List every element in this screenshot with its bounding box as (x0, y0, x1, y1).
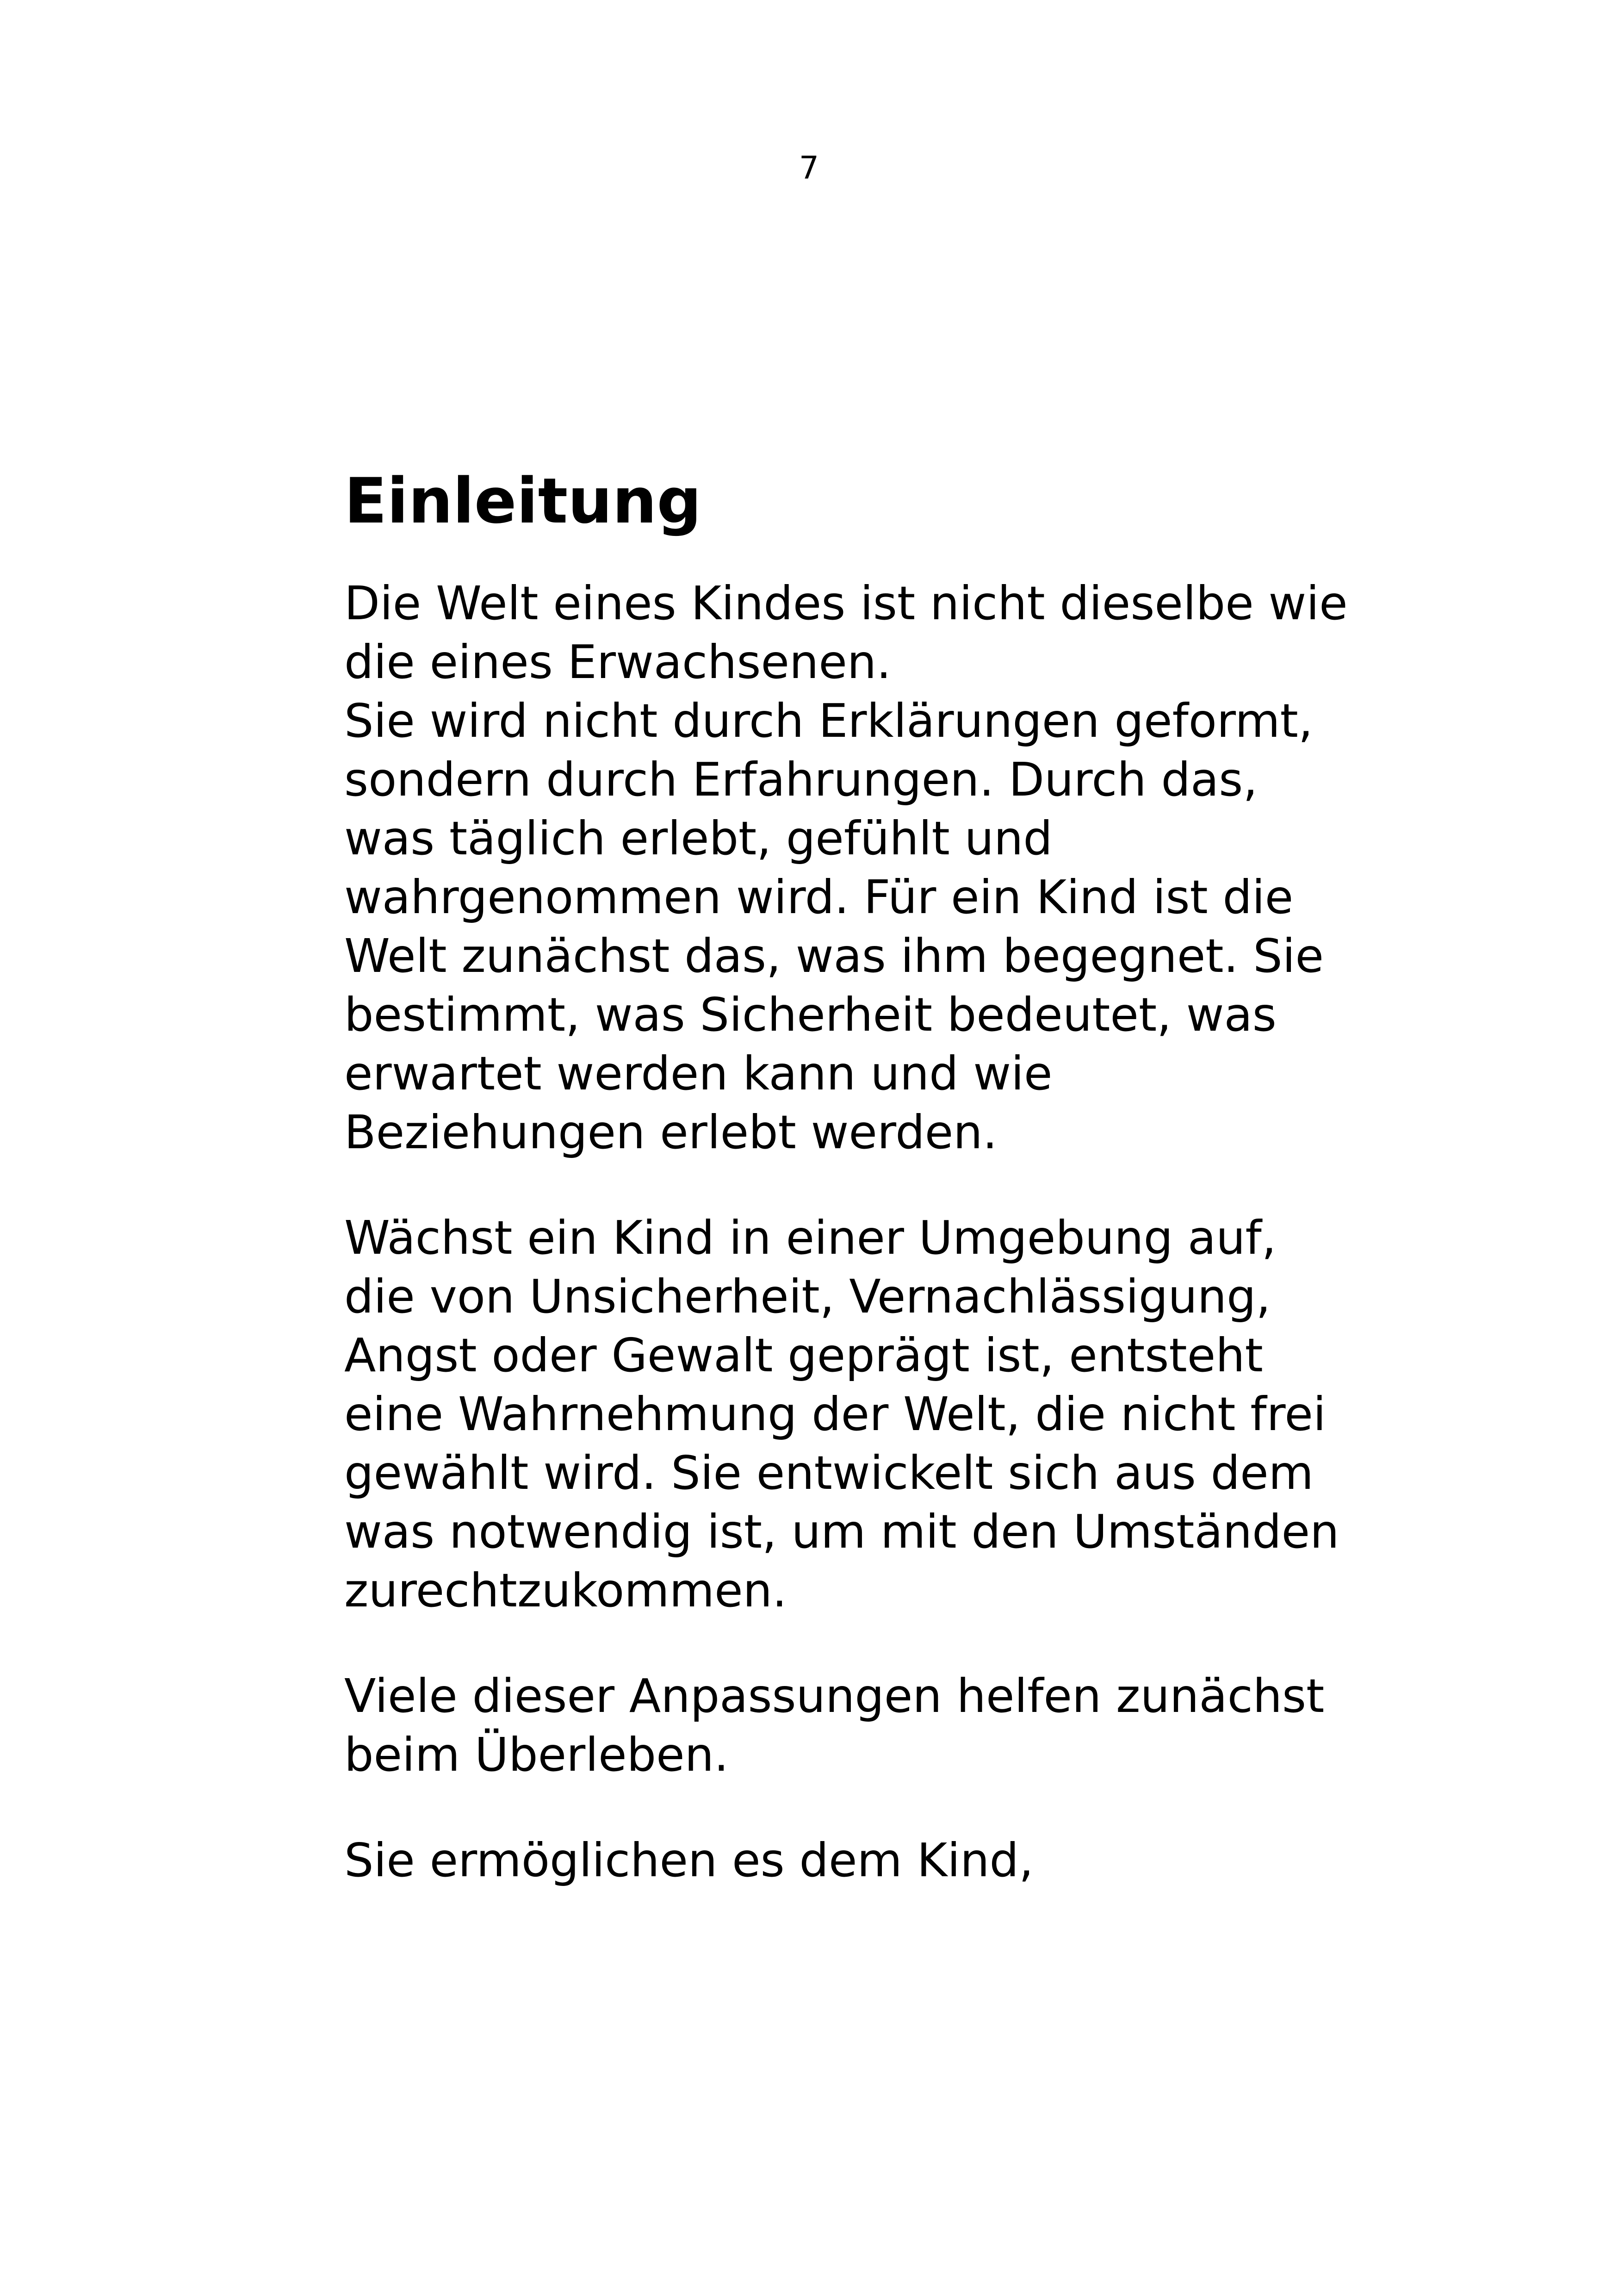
paragraph-2: Wächst ein Kind in einer Umgebung auf, die von Unsicherheit, Vernachlässigung, Angst oder Gewalt geprägt ist, entsteht eine Wahrnehmung der Welt, die nicht frei gewählt wird. Sie entwickelt sich aus dem was notwendig ist, um mit den Umständen zurechtzukommen. (344, 1211, 1339, 1618)
chapter-heading: Einleitung (344, 465, 702, 537)
paragraph-4: Sie ermöglichen es dem Kind, (344, 1833, 1034, 1887)
paragraph-3: Viele dieser Anpassungen helfen zunächst beim Überleben. (344, 1669, 1325, 1782)
page-number: 7 (799, 150, 819, 187)
page-content (344, 465, 1455, 1890)
paragraph-1: Die Welt eines Kindes ist nicht dieselbe wie die eines Erwachsenen. Sie wird nicht durch Erklärungen geformt, sondern durch Erfahrungen. Durch das, was täglich erlebt, gefühlt und wahrgenommen wird. Für ein Kind ist die Welt zunächst das, was ihm begegnet. Sie bestimmt, was Sicherheit bedeutet, was erwartet werden kann und wie Beziehungen erlebt werden. (344, 576, 1348, 1159)
